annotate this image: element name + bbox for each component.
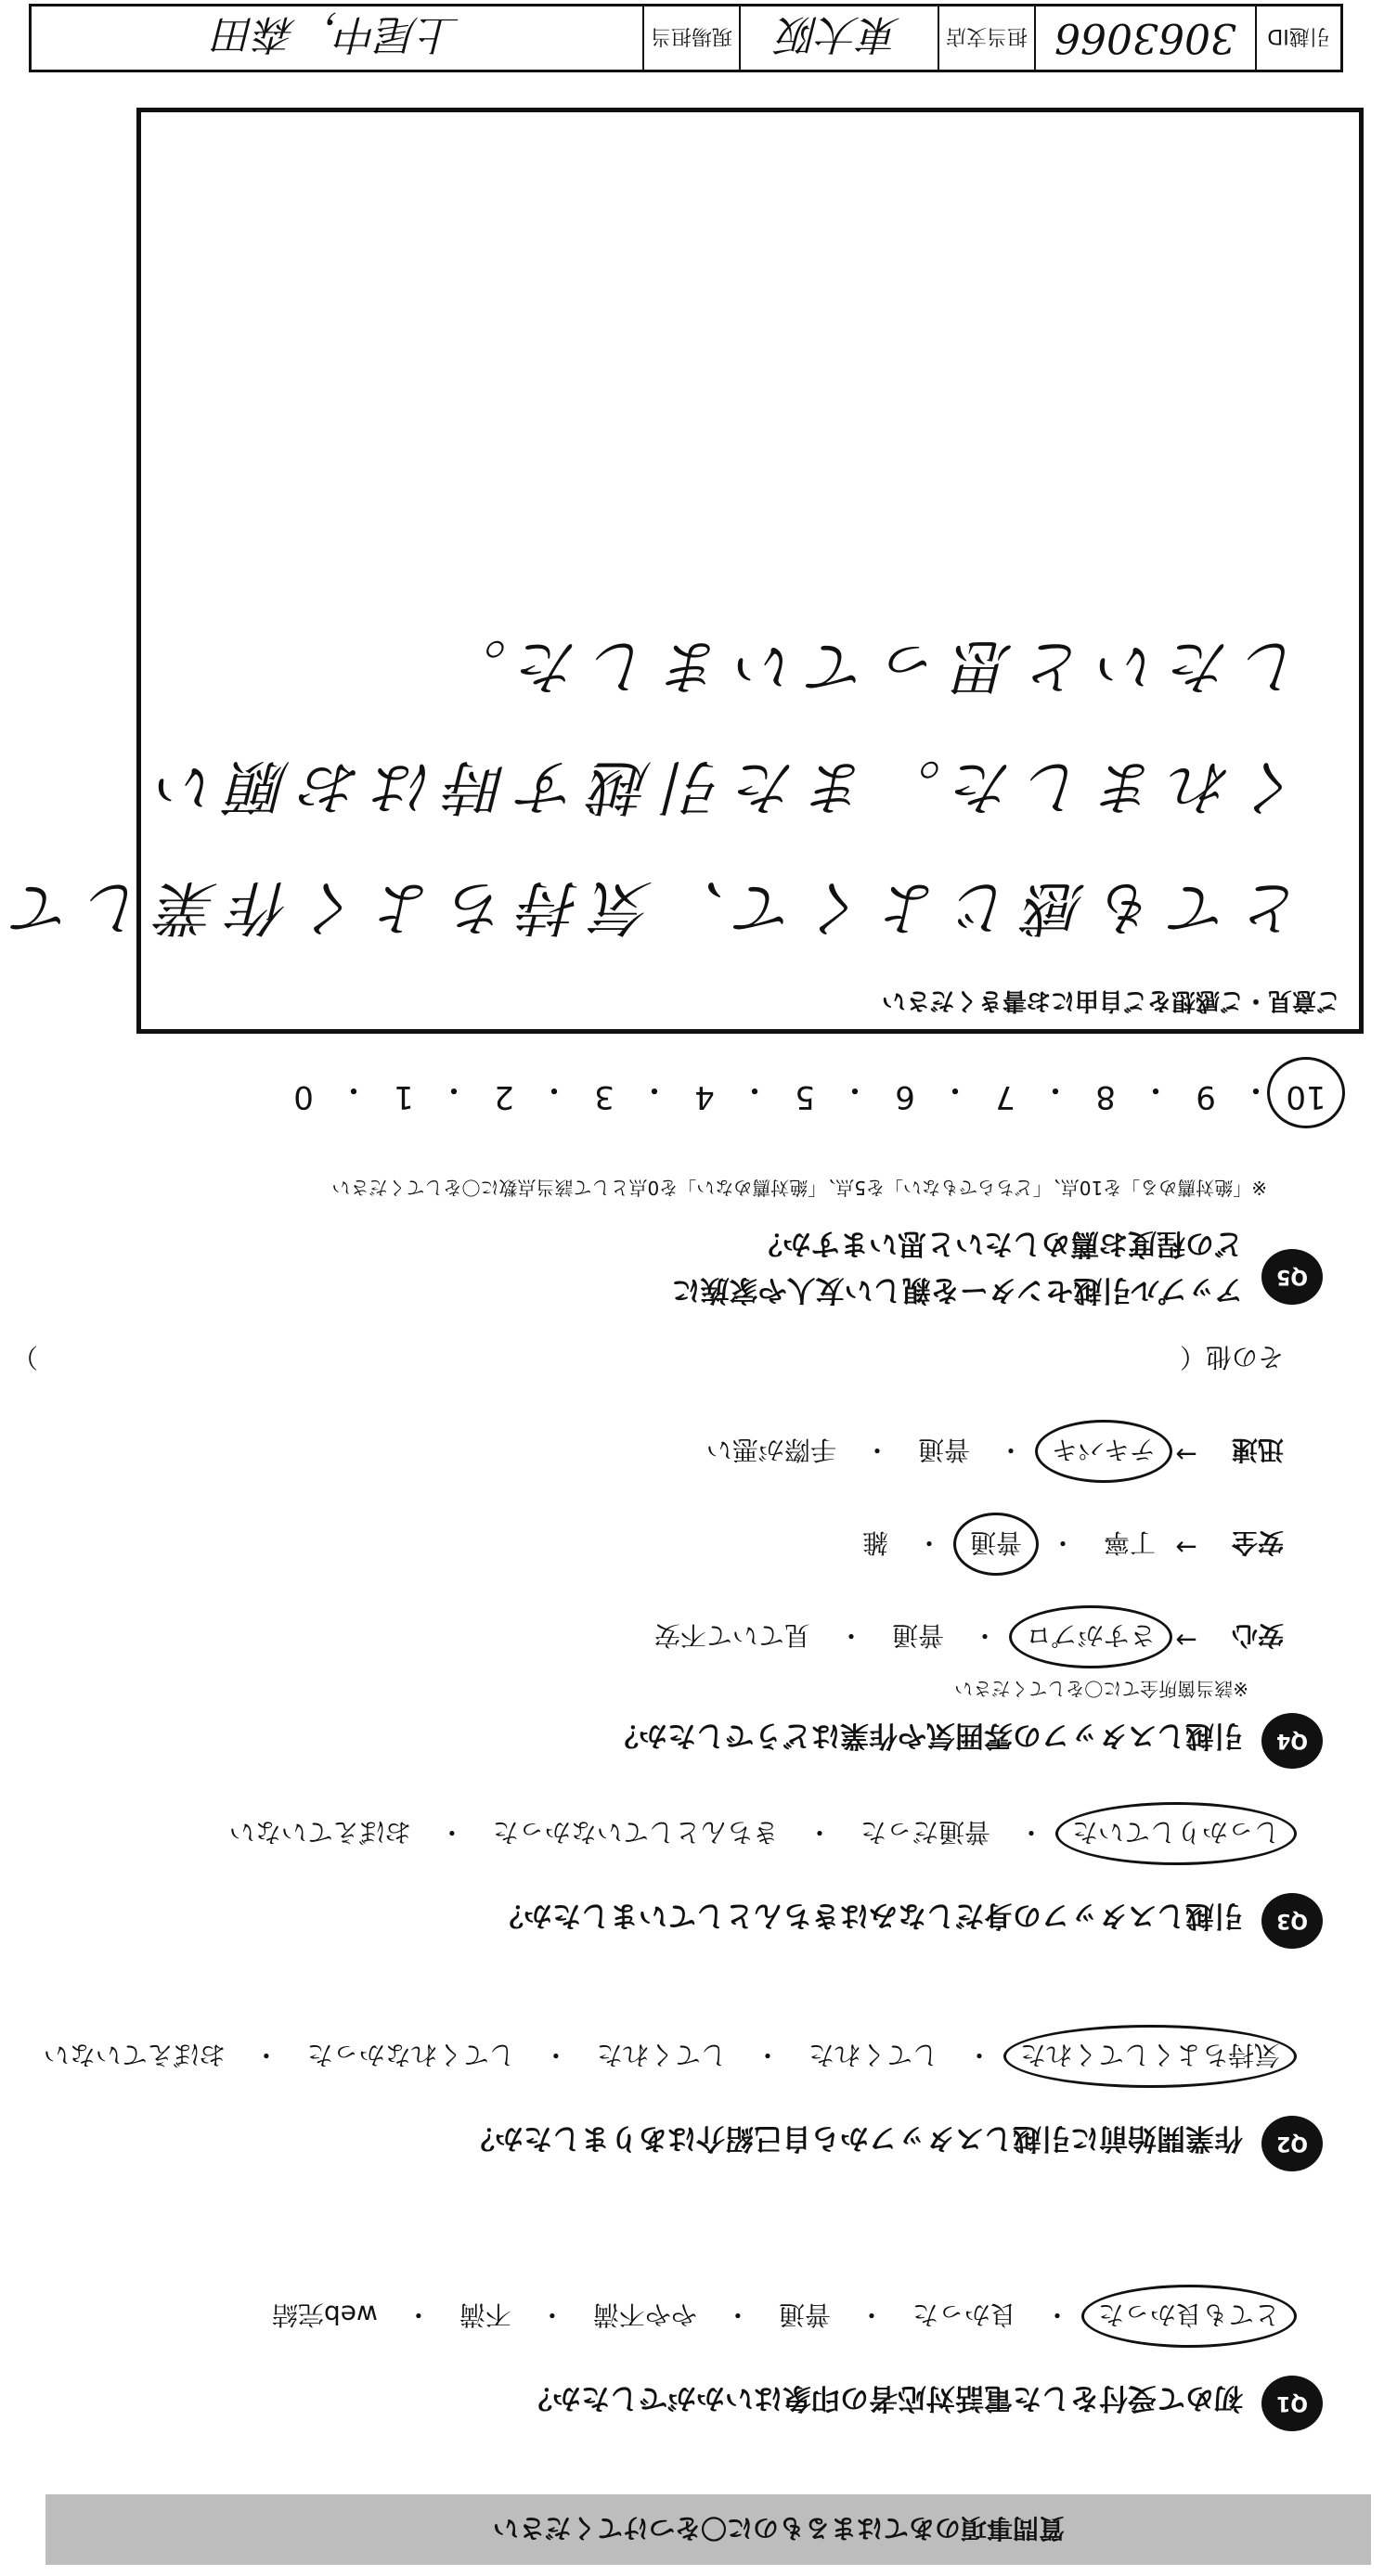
q4-relief-option-1[interactable]: さすがプロ	[1022, 1618, 1159, 1655]
q2-option-1[interactable]: 気持ちよくしてくれた	[1016, 2038, 1284, 2075]
q3-options: しっかりしていた ・ 普通だった ・ きちんとしていなかった ・ おぼえていない	[226, 1815, 1284, 1852]
q4-relief-option-2[interactable]: 普通	[891, 1620, 944, 1651]
q5-scale: 10 ・ 9 ・ 8 ・ 7 ・ 6 ・ 5 ・ 4 ・ 3 ・ 2 ・ 1 ・ 0	[278, 1070, 1332, 1115]
comment-line-3: したいと思っていました。	[434, 631, 1303, 700]
q4-relief-option-3[interactable]: 見ていて不安	[653, 1620, 810, 1651]
instruction-banner	[45, 2494, 1371, 2565]
q2-option-5[interactable]: おぼえていない	[43, 2040, 226, 2070]
branch-label: 担当支店	[938, 6, 1034, 70]
q4-note: ※該当箇所全てに〇をしてください	[954, 1678, 1248, 1700]
q4-row-safety: 安全 → 丁寧 ・ 普通 ・ 雑	[859, 1526, 1284, 1563]
scale-8[interactable]: 8	[1095, 1078, 1116, 1115]
q4-text: 引越しスタッフの雰囲気や作業はどうでしたか？	[610, 1719, 1243, 1752]
q4-speed-option-3[interactable]: 手際が悪い	[705, 1435, 836, 1465]
q4-safety-option-1[interactable]: 丁寧	[1103, 1527, 1156, 1558]
comment-line-1: とても感じよくて、気持ちよく作業して	[1, 872, 1303, 941]
q4-row-label: 迅速	[1231, 1435, 1284, 1465]
q4-safety-option-3[interactable]: 雑	[861, 1527, 888, 1558]
q1-option-6[interactable]: web完結	[271, 2299, 378, 2330]
q2-option-2[interactable]: してくれた	[808, 2040, 938, 2070]
q2-badge: Q2	[1261, 2116, 1323, 2171]
q4-safety-option-2[interactable]: 普通	[966, 1526, 1026, 1563]
q5-text-1: アップル引越センターを親しい友人や家族に	[671, 1273, 1243, 1307]
q4-speed-option-1[interactable]: テキパキ	[1048, 1433, 1159, 1470]
q4-row-relief: 安心 → さすがプロ ・ 普通 ・ 見ていて不安	[651, 1618, 1284, 1655]
id-label: 引越ID	[1255, 6, 1340, 70]
staff-value: 上尾中，森田	[214, 10, 459, 58]
q5-text-2: どの程度お薦めしたいと思いますか？	[754, 1227, 1243, 1260]
q2-option-3[interactable]: してくれた	[596, 2040, 727, 2070]
scale-2[interactable]: 2	[494, 1078, 514, 1115]
staff-label: 現場担当	[642, 6, 739, 70]
q1-option-1[interactable]: とても良かった	[1094, 2298, 1284, 2335]
q4-other-label: その他（	[1179, 1342, 1284, 1372]
q4-speed-option-2[interactable]: 普通	[917, 1435, 970, 1465]
q3-badge: Q3	[1261, 1893, 1323, 1949]
q4-badge: Q4	[1261, 1713, 1323, 1769]
q4-other-row	[12, 1340, 1284, 1377]
q1-option-4[interactable]: やや不満	[592, 2299, 697, 2330]
comments-title: ご意見・ご感想をご自由にお書きください	[881, 986, 1340, 1014]
q1-option-3[interactable]: 普通	[778, 2299, 831, 2330]
scale-1[interactable]: 1	[394, 1078, 414, 1115]
branch-value: 東大阪	[739, 6, 938, 70]
q2-option-4[interactable]: してくれなかった	[306, 2040, 515, 2070]
q1-badge: Q1	[1261, 2376, 1323, 2431]
q1-option-2[interactable]: 良かった	[912, 2299, 1016, 2330]
q3-option-4[interactable]: おぼえていない	[228, 1817, 411, 1848]
q4-row-speed: 迅速 → テキパキ ・ 普通 ・ 手際が悪い	[703, 1433, 1284, 1470]
q5-badge: Q5	[1261, 1249, 1323, 1305]
q3-option-1[interactable]: しっかりしていた	[1068, 1815, 1284, 1852]
q3-option-3[interactable]: きちんとしていなかった	[492, 1817, 779, 1848]
q2-text: 作業開始前に引越しスタッフから自己紹介はありましたか？	[466, 2121, 1243, 2155]
scale-9[interactable]: 9	[1196, 1078, 1216, 1115]
arrow-icon: →	[1175, 1532, 1197, 1563]
q1-option-5[interactable]: 不満	[459, 2299, 511, 2330]
scale-4[interactable]: 4	[694, 1078, 715, 1115]
q1-text: 初めて受付をした電話対応者の印象はいかがでしたか？	[524, 2381, 1243, 2415]
scale-7[interactable]: 7	[995, 1078, 1015, 1115]
header-table	[29, 4, 1343, 72]
arrow-icon: →	[1175, 1439, 1197, 1470]
id-value: 3063066	[1034, 6, 1255, 70]
scale-10[interactable]: 10	[1280, 1070, 1332, 1115]
q3-option-2[interactable]: 普通だった	[860, 1817, 990, 1848]
q2-options: 気持ちよくしてくれた ・ してくれた ・ してくれた ・ してくれなかった ・ おぼえていない	[40, 2038, 1284, 2075]
comments-box	[1, 108, 1364, 1034]
scale-0[interactable]: 0	[293, 1078, 314, 1115]
arrow-icon: →	[1175, 1625, 1197, 1655]
q1-options: とても良かった ・ 良かった ・ 普通 ・ やや不満 ・ 不満 ・ web完結	[268, 2298, 1284, 2335]
scale-5[interactable]: 5	[795, 1078, 815, 1115]
q4-row-label: 安全	[1231, 1527, 1284, 1558]
scale-3[interactable]: 3	[594, 1078, 614, 1115]
scale-6[interactable]: 6	[895, 1078, 915, 1115]
q4-other-close: ）	[11, 1342, 38, 1372]
q5-note: ※「絶対薦める」を10点、「どちらでもない」を5点、「絶対薦めない」を0点として該当点数に〇をしてください	[331, 1177, 1267, 1199]
banner-text: 質問事項のあてはまるものに〇をつけてください	[492, 2513, 1065, 2544]
comment-line-2: くれました。また引越す時はお願い	[145, 752, 1303, 820]
q4-row-label: 安心	[1231, 1620, 1284, 1651]
q3-text: 引越しスタッフの身だしなみはきちんとしていましたか？	[495, 1899, 1243, 1932]
